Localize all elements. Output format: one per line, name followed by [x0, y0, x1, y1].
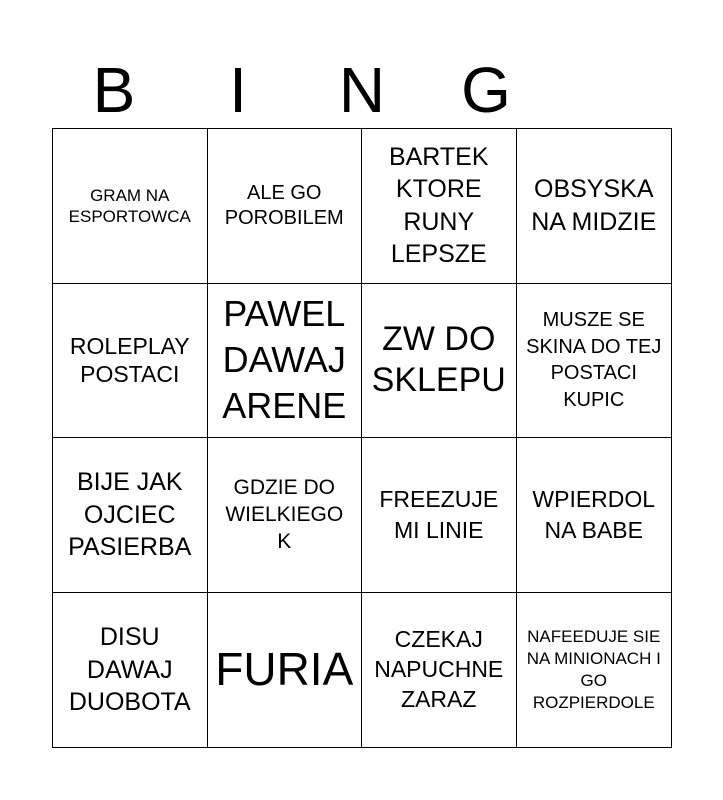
cell-text: CZEKAJ NAPUCHNE ZARAZ — [374, 625, 504, 712]
cell-text: FURIA — [215, 643, 354, 695]
bingo-cell-r3c1[interactable] — [53, 438, 208, 593]
cell-text: DISU DAWAJ DUOBOTA — [68, 623, 191, 716]
bingo-cell-r4c1[interactable] — [53, 593, 208, 748]
cell-text: OBSYSKA NA MIDZIE — [531, 175, 657, 236]
cell-text: PAWEL DAWAJ ARENE — [222, 293, 347, 427]
bingo-header — [52, 52, 672, 128]
bingo-board — [52, 128, 672, 748]
cell-text: NAFEEDUJE SIE NA MINIONACH I GO ROZPIERDOLE — [526, 626, 661, 712]
bingo-cell-r1c4[interactable] — [517, 129, 672, 284]
cell-text: GRAM NA ESPORTOWCA — [68, 185, 191, 226]
header-letter-blank — [548, 52, 672, 128]
bingo-cell-r3c4[interactable] — [517, 438, 672, 593]
cell-text: ALE GO POROBILEM — [224, 181, 344, 229]
bingo-cell-r1c3[interactable] — [362, 129, 517, 284]
bingo-cell-r4c3[interactable] — [362, 593, 517, 748]
header-letter-i: I — [229, 54, 247, 126]
cell-text: GDZIE DO WIELKIEGO K — [225, 475, 344, 554]
bingo-cell-r1c1[interactable] — [53, 129, 208, 284]
bingo-cell-r4c4[interactable] — [517, 593, 672, 748]
bingo-cell-r3c3[interactable] — [362, 438, 517, 593]
cell-text: MUSZE SE SKINA DO TEJ POSTACI KUPIC — [526, 309, 662, 411]
cell-text: BIJE JAK OJCIEC PASIERBA — [68, 468, 192, 561]
bingo-cell-r3c2[interactable] — [208, 438, 363, 593]
bingo-cell-r2c2[interactable] — [208, 284, 363, 439]
bingo-cell-r2c1[interactable] — [53, 284, 208, 439]
cell-text: ROLEPLAY POSTACI — [69, 332, 190, 388]
cell-text: BARTEK KTORE RUNY LEPSZE — [388, 142, 489, 269]
cell-text: WPIERDOL NA BABE — [532, 485, 656, 543]
bingo-cell-r4c2[interactable] — [208, 593, 363, 748]
cell-text: FREEZUJE MI LINIE — [379, 485, 499, 543]
bingo-cell-r2c3[interactable] — [362, 284, 517, 439]
header-letter-b: B — [92, 54, 136, 126]
bingo-cell-r2c4[interactable] — [517, 284, 672, 439]
cell-text: ZW DO SKLEPU — [371, 319, 506, 400]
header-letter-g: G — [461, 54, 511, 126]
header-letter-n: N — [338, 54, 386, 126]
bingo-cell-r1c2[interactable] — [208, 129, 363, 284]
